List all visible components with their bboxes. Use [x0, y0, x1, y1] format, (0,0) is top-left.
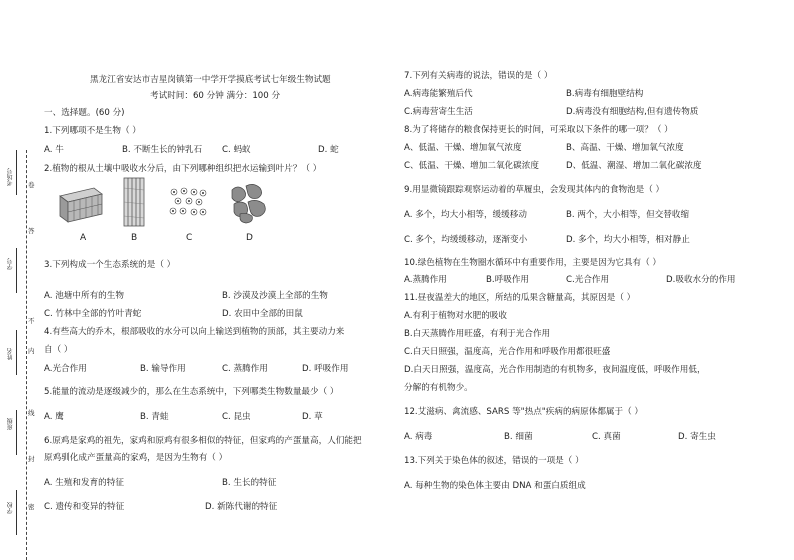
seal-char: 内 — [28, 347, 35, 355]
question-7-stem: 7.下列有关病毒的说法，错误的是（ ） — [404, 71, 553, 81]
question-option: C. 蒸腾作用 — [222, 364, 268, 374]
seal-line — [26, 150, 27, 560]
seal-char: 答 — [28, 227, 35, 235]
figure-label-a: A — [80, 233, 87, 243]
question-option: A. 生殖和发育的特征 — [44, 478, 124, 488]
question-3-stem: 3.下列构成一个生态系统的是（ ） — [44, 260, 176, 270]
class-label: 班级 — [7, 418, 14, 430]
question-option: B. 细菌 — [504, 432, 533, 442]
tissue-figure-a — [58, 184, 106, 224]
question-option: A、低温、干燥、增加氧气浓度 — [404, 143, 522, 153]
figure-label-b: B — [131, 233, 138, 243]
tissue-figure-c — [168, 186, 208, 220]
question-5-stem: 5.能量的流动是逐级减少的，那么在生态系统中，下列哪类生物数量最少（ ） — [44, 387, 339, 397]
student-id-blank — [16, 248, 17, 293]
tissue-figure-b — [120, 176, 148, 228]
question-option: B、高温、干燥、增加氧气浓度 — [566, 143, 684, 153]
question-option-cont: 分解的有机物少。 — [404, 383, 473, 393]
question-option: A. 牛 — [44, 145, 64, 155]
question-6-stem-cont: 原鸡驯化成产蛋量高的家鸡，是因为生物有（ ） — [44, 453, 228, 463]
question-option: A.有利于植物对水肥的吸收 — [404, 311, 507, 321]
name-label: 姓名 — [7, 348, 14, 360]
question-option: B. 沙漠及沙漠上全部的生物 — [222, 291, 328, 301]
question-option: C. 竹林中全部的竹叶青蛇 — [44, 309, 142, 319]
exam-room-blank — [16, 150, 17, 195]
question-option: D. 寄生虫 — [678, 432, 716, 442]
question-11-stem: 11.昼夜温差大的地区，所结的瓜果含糖量高，其原因是（ ） — [404, 293, 636, 303]
page-title: 黑龙江省安达市吉星岗镇第一中学开学摸底考试七年级生物试题 — [90, 75, 331, 85]
school-blank — [16, 490, 17, 535]
class-blank — [16, 410, 17, 455]
question-option: C.病毒营寄生生活 — [404, 107, 473, 117]
question-option: B. 青蛙 — [140, 412, 169, 422]
question-option: A.病毒能繁殖后代 — [404, 89, 473, 99]
name-blank — [16, 330, 17, 375]
question-option: B. 不断生长的钟乳石 — [122, 145, 203, 155]
question-option: C. 昆虫 — [222, 412, 251, 422]
seal-char: 封 — [28, 455, 35, 463]
question-option: C.白天日照强，温度高，光合作用和呼吸作用都很旺盛 — [404, 347, 611, 357]
question-option: B. 生长的特征 — [222, 478, 277, 488]
question-option: C. 遗传和变异的特征 — [44, 502, 125, 512]
question-option: C、低温、干燥、增加二氧化碳浓度 — [404, 161, 539, 171]
student-id-label: 学号 — [7, 258, 14, 270]
exam-meta: 考试时间：60 分钟 满分：100 分 — [150, 91, 281, 101]
question-13-stem: 13.下列关于染色体的叙述，错误的一项是（ ） — [404, 456, 584, 466]
question-option: A. 池塘中所有的生物 — [44, 291, 124, 301]
question-option: D.病毒没有细胞结构,但有遗传物质 — [566, 107, 699, 117]
question-4-stem-cont: 自（ ） — [44, 345, 73, 355]
question-10-stem: 10.绿色植物在生物圈水循环中有重要作用，主要是因为它具有（ ） — [404, 258, 662, 268]
question-option: D、低温、潮湿、增加二氧化碳浓度 — [566, 161, 702, 171]
question-option: D. 农田中全部的田鼠 — [222, 309, 303, 319]
question-option: B.白天蒸腾作用旺盛，有利于光合作用 — [404, 329, 551, 339]
question-option: D.白天日照强，温度高，光合作用制造的有机物多，夜间温度低，呼吸作用低， — [404, 365, 706, 375]
question-option: D.吸收水分的作用 — [666, 275, 736, 285]
question-option: A.蒸腾作用 — [404, 275, 447, 285]
question-option: A. 鹰 — [44, 412, 64, 422]
question-option: D. 草 — [302, 412, 323, 422]
figure-label-c: C — [186, 233, 193, 243]
question-option: A.光合作用 — [44, 364, 87, 374]
question-option: B. 两个，大小相等，但交替收缩 — [566, 210, 690, 220]
question-option: B.病毒有细胞壁结构 — [566, 89, 644, 99]
question-option: D. 多个，均大小相等，相对静止 — [566, 235, 690, 245]
question-option: B. 输导作用 — [140, 364, 186, 374]
seal-char: 卷 — [28, 181, 35, 189]
question-option: D. 蛇 — [318, 145, 339, 155]
question-option: D. 呼吸作用 — [302, 364, 349, 374]
question-option: C. 多个，均缓缓移动，逐渐变小 — [404, 235, 528, 245]
question-option: B.呼吸作用 — [486, 275, 530, 285]
question-8-stem: 8.为了将储存的粮食保持更长的时间，可采取以下条件的哪一项？（ ） — [404, 125, 673, 135]
question-4-stem: 4.有些高大的乔木，根部吸收的水分可以向上输送到植物的顶部，其主要动力来 — [44, 327, 345, 337]
question-1-stem: 1.下列哪项不是生物（ ） — [44, 126, 141, 136]
question-6-stem: 6.原鸡是家鸡的祖先，家鸡和原鸡有很多相似的特征，但家鸡的产蛋量高，人们能把 — [44, 436, 362, 446]
question-9-stem: 9.用显微镜跟踪观察运动着的草履虫，会发现其体内的食物泡是（ ） — [404, 185, 665, 195]
seal-char: 不 — [28, 317, 35, 325]
tissue-figure-d — [228, 182, 270, 224]
question-2-stem: 2.植物的根从土壤中吸收水分后，由下列哪种组织把水运输到叶片？（ ） — [44, 164, 322, 174]
question-option: A. 每种生物的染色体主要由 DNA 和蛋白质组成 — [404, 481, 586, 491]
question-12-stem: 12.艾滋病、禽流感、SARS 等"热点"疾病的病原体都属于（ ） — [404, 407, 644, 417]
question-option: C. 蚂蚁 — [222, 145, 251, 155]
school-label: 学校 — [7, 502, 14, 514]
section-heading: 一、选择题。(60 分) — [44, 108, 125, 118]
question-option: A. 病毒 — [404, 432, 433, 442]
question-option: C. 真菌 — [592, 432, 621, 442]
question-option: C.光合作用 — [566, 275, 610, 285]
figure-label-d: D — [246, 233, 253, 243]
exam-room-label: 考场号 — [7, 168, 14, 186]
question-option: A. 多个，均大小相等，缓缓移动 — [404, 210, 527, 220]
seal-char: 密 — [28, 503, 35, 511]
question-option: D. 新陈代谢的特征 — [205, 502, 278, 512]
binding-margin — [0, 0, 40, 560]
seal-char: 线 — [28, 409, 35, 417]
